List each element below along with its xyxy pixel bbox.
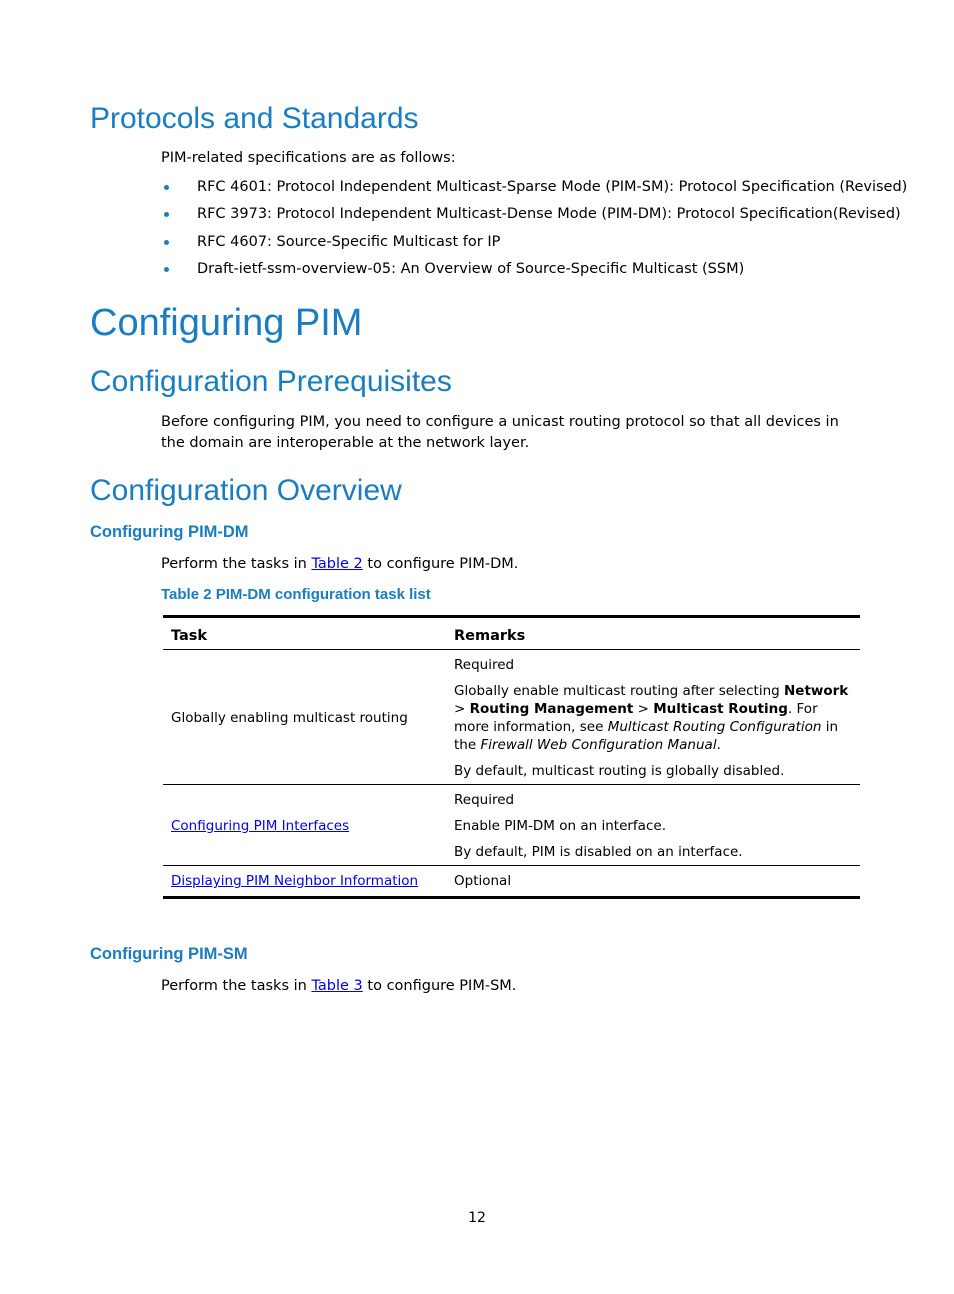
table-row [163, 650, 860, 785]
text-span: to configure PIM-SM. [362, 978, 517, 994]
text-span: . [716, 737, 721, 753]
pim-dm-heading: Configuring PIM-DM [90, 523, 249, 541]
text-span: . For more information, see [454, 701, 818, 735]
remarks-cell [446, 866, 860, 898]
prerequisites-text: Before configuring PIM, you need to configure a unicast routing protocol so that all devices in the domain are interoperable at the network layer. [161, 414, 839, 451]
text-span: > [454, 701, 470, 717]
prerequisites-heading: Configuration Prerequisites [90, 365, 452, 398]
table-header-row [163, 617, 860, 650]
table-row [163, 785, 860, 866]
list-item [161, 232, 907, 259]
column-header-remarks: Remarks [446, 617, 860, 650]
reference-title: Multicast Routing Configuration [607, 719, 822, 735]
list-item [161, 259, 907, 286]
protocols-heading: Protocols and Standards [90, 102, 419, 135]
text-span: Globally enable multicast routing after selecting [454, 683, 784, 699]
bullet-icon [164, 185, 169, 190]
bullet-icon [164, 212, 169, 217]
text-span: Perform the tasks in [161, 556, 312, 572]
text-span: Perform the tasks in [161, 978, 312, 994]
remarks-default: By default, multicast routing is globally disabled. [454, 763, 785, 779]
menu-path-multicast-routing: Multicast Routing [653, 701, 788, 717]
text-span: in the [454, 719, 839, 753]
list-item-text: RFC 3973: Protocol Independent Multicast-Dense Mode (PIM-DM): Protocol Specification(Revised) [197, 206, 901, 223]
remarks-description [454, 682, 852, 754]
overview-heading: Configuration Overview [90, 474, 402, 507]
list-item [161, 204, 907, 231]
column-header-task: Task [163, 617, 446, 650]
remarks-cell [446, 650, 860, 785]
table-row [163, 866, 860, 898]
bullet-icon [164, 267, 169, 272]
pim-sm-heading: Configuring PIM-SM [90, 945, 248, 963]
bullet-icon [164, 240, 169, 245]
pim-sm-text [161, 976, 516, 997]
remarks-required: Required [454, 792, 515, 808]
menu-path-routing-management: Routing Management [469, 701, 634, 717]
remarks-required: Required [454, 657, 515, 673]
menu-path-network: Network [784, 683, 849, 699]
task-cell: Globally enabling multicast routing [163, 650, 446, 785]
task-cell [163, 866, 446, 898]
remarks-description: Enable PIM-DM on an interface. [454, 818, 666, 834]
table-2-link[interactable]: Table 2 [311, 556, 363, 572]
list-item-text: RFC 4601: Protocol Independent Multicast-Sparse Mode (PIM-SM): Protocol Specification (Revised) [197, 179, 908, 195]
task-cell [163, 785, 446, 866]
page-number: 12 [468, 1210, 486, 1226]
manual-title: Firewall Web Configuration Manual [480, 737, 717, 753]
list-item [161, 177, 907, 204]
text-span: > [633, 701, 654, 717]
remarks-optional: Optional [454, 873, 512, 889]
remarks-default: By default, PIM is disabled on an interface. [454, 844, 743, 860]
list-item-text: RFC 4607: Source-Specific Multicast for IP [197, 233, 501, 250]
pim-dm-text [161, 554, 518, 575]
displaying-pim-neighbor-link[interactable]: Displaying PIM Neighbor Information [171, 873, 419, 889]
configuring-pim-interfaces-link[interactable]: Configuring PIM Interfaces [171, 818, 350, 834]
text-span: to configure PIM-DM. [362, 556, 519, 572]
protocols-intro: PIM-related specifications are as follows: [161, 150, 456, 166]
protocols-list [161, 177, 907, 286]
list-item-text: Draft-ietf-ssm-overview-05: An Overview of Source-Specific Multicast (SSM) [197, 260, 745, 277]
table-caption: Table 2 PIM-DM configuration task list [161, 586, 431, 603]
table-3-link[interactable]: Table 3 [311, 978, 363, 994]
configuring-pim-heading: Configuring PIM [90, 302, 363, 344]
pim-dm-task-table [163, 615, 860, 899]
remarks-cell [446, 785, 860, 866]
